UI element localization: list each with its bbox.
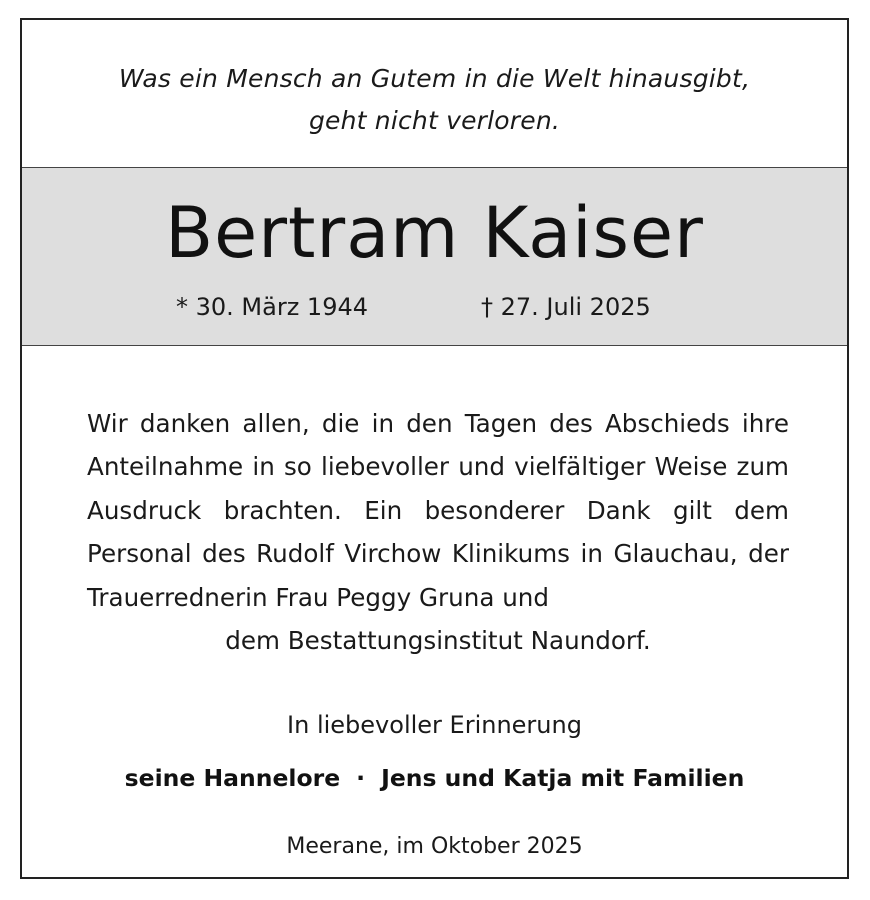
death-date: † 27. Juli 2025	[481, 293, 651, 321]
obituary-frame	[20, 18, 849, 879]
birth-date: * 30. März 1944	[176, 293, 369, 321]
deceased-name: Bertram Kaiser	[165, 192, 704, 274]
thanks-last-line: dem Bestattungsinstitut Naundorf.	[225, 626, 651, 656]
quote	[22, 58, 847, 142]
remembrance-line: In liebevoller Erinnerung	[287, 711, 582, 739]
place-date: Meerane, im Oktober 2025	[286, 834, 583, 859]
family-signature	[22, 763, 847, 793]
thanks-text	[87, 402, 789, 662]
thanks-paragraph: Wir danken allen, die in den Tagen des Abschieds ihre Anteilnahme in so liebevoller und vielfältiger Weise zum Ausdruck brachten. Ein besonderer Dank gilt dem Personal des Rudolf Virchow Klinikums in Glauchau, der Trauerrednerin Frau Peggy Gruna und	[87, 409, 789, 612]
family-member-2: Jens und Katja mit Familien	[381, 764, 745, 792]
quote-line-2: geht nicht verloren.	[308, 106, 561, 135]
quote-line-1: Was ein Mensch an Gutem in die Welt hinausgibt,	[118, 64, 751, 93]
family-member-1: seine Hannelore	[124, 764, 341, 792]
name-band	[22, 167, 847, 346]
separator-dot: ·	[356, 764, 366, 792]
